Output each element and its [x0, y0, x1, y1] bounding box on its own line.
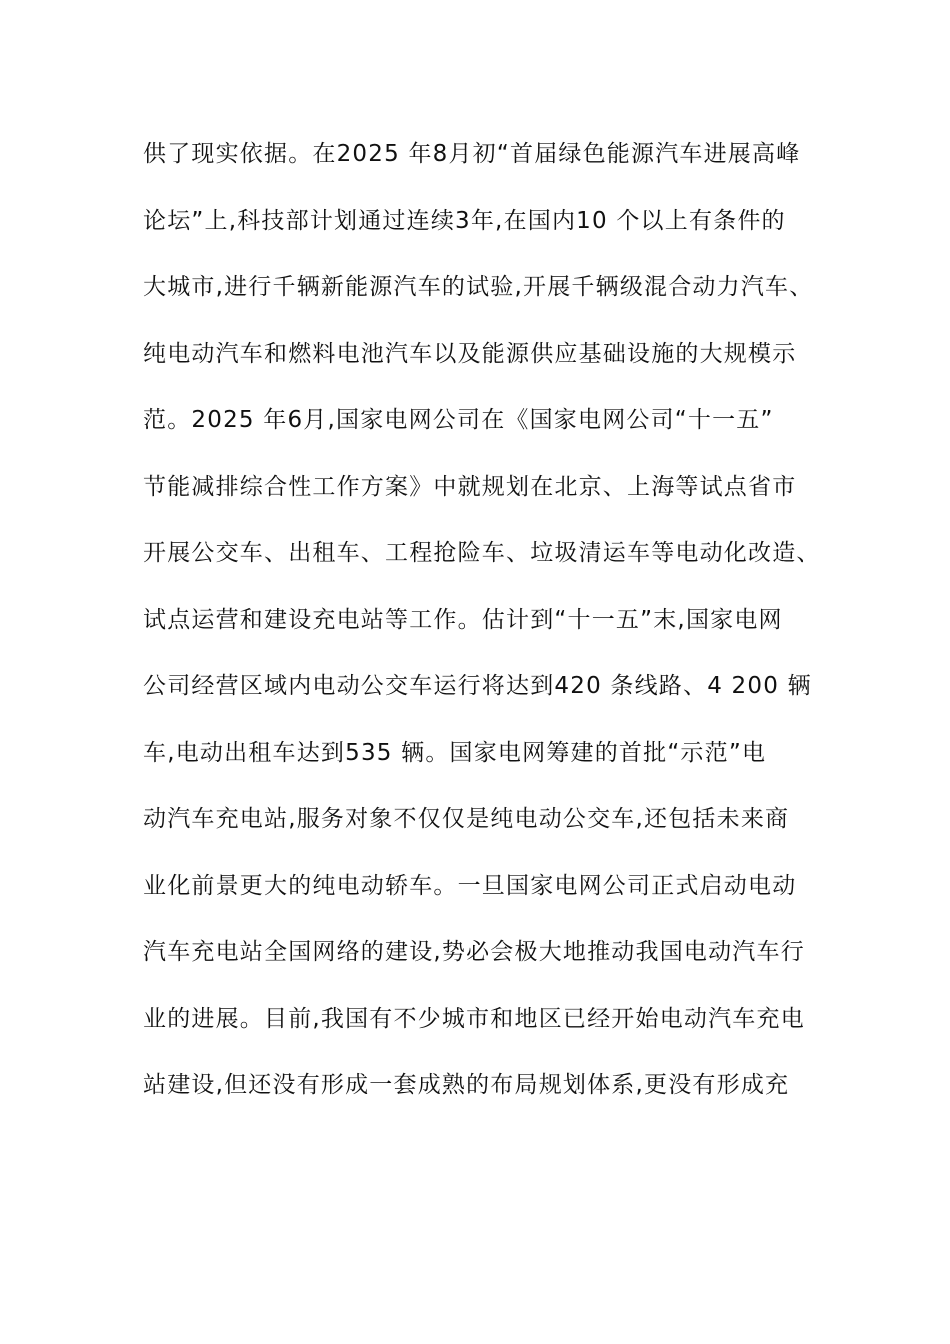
text-line: 大城市,进行千辆新能源汽车的试验,开展千辆级混合动力汽车、	[143, 274, 814, 300]
text-line: 论坛”上,科技部计划通过连续3年,在国内10 个以上有条件的	[143, 207, 786, 234]
body-text	[143, 132, 843, 1130]
text-line: 业的进展。目前,我国有不少城市和地区已经开始电动汽车充电	[143, 1005, 805, 1032]
text-line: 节能减排综合性工作方案》中就规划在北京、上海等试点省市	[143, 473, 797, 500]
text-line: 动汽车充电站,服务对象不仅仅是纯电动公交车,还包括未来商	[143, 806, 790, 832]
text-line: 供了现实依据。在2025 年8月初“首届绿色能源汽车进展高峰	[143, 141, 801, 167]
text-line: 业化前景更大的纯电动轿车。一旦国家电网公司正式启动电动	[143, 872, 797, 899]
text-line: 范。2025 年6月,国家电网公司在《国家电网公司“十一五”	[143, 407, 774, 433]
text-line: 公司经营区域内电动公交车运行将达到420 条线路、4 200 辆	[143, 673, 812, 699]
text-line: 试点运营和建设充电站等工作。估计到“十一五”末,国家电网	[143, 606, 783, 633]
text-line: 车,电动出租车达到535 辆。国家电网筹建的首批“示范”电	[143, 739, 767, 766]
text-line: 汽车充电站全国网络的建设,势必会极大地推动我国电动汽车行	[143, 939, 805, 965]
text-line: 纯电动汽车和燃料电池汽车以及能源供应基础设施的大规模示	[143, 340, 797, 367]
text-line: 开展公交车、出租车、工程抢险车、垃圾清运车等电动化改造、	[143, 540, 821, 566]
text-line: 站建设,但还没有形成一套成熟的布局规划体系,更没有形成充	[143, 1072, 790, 1098]
